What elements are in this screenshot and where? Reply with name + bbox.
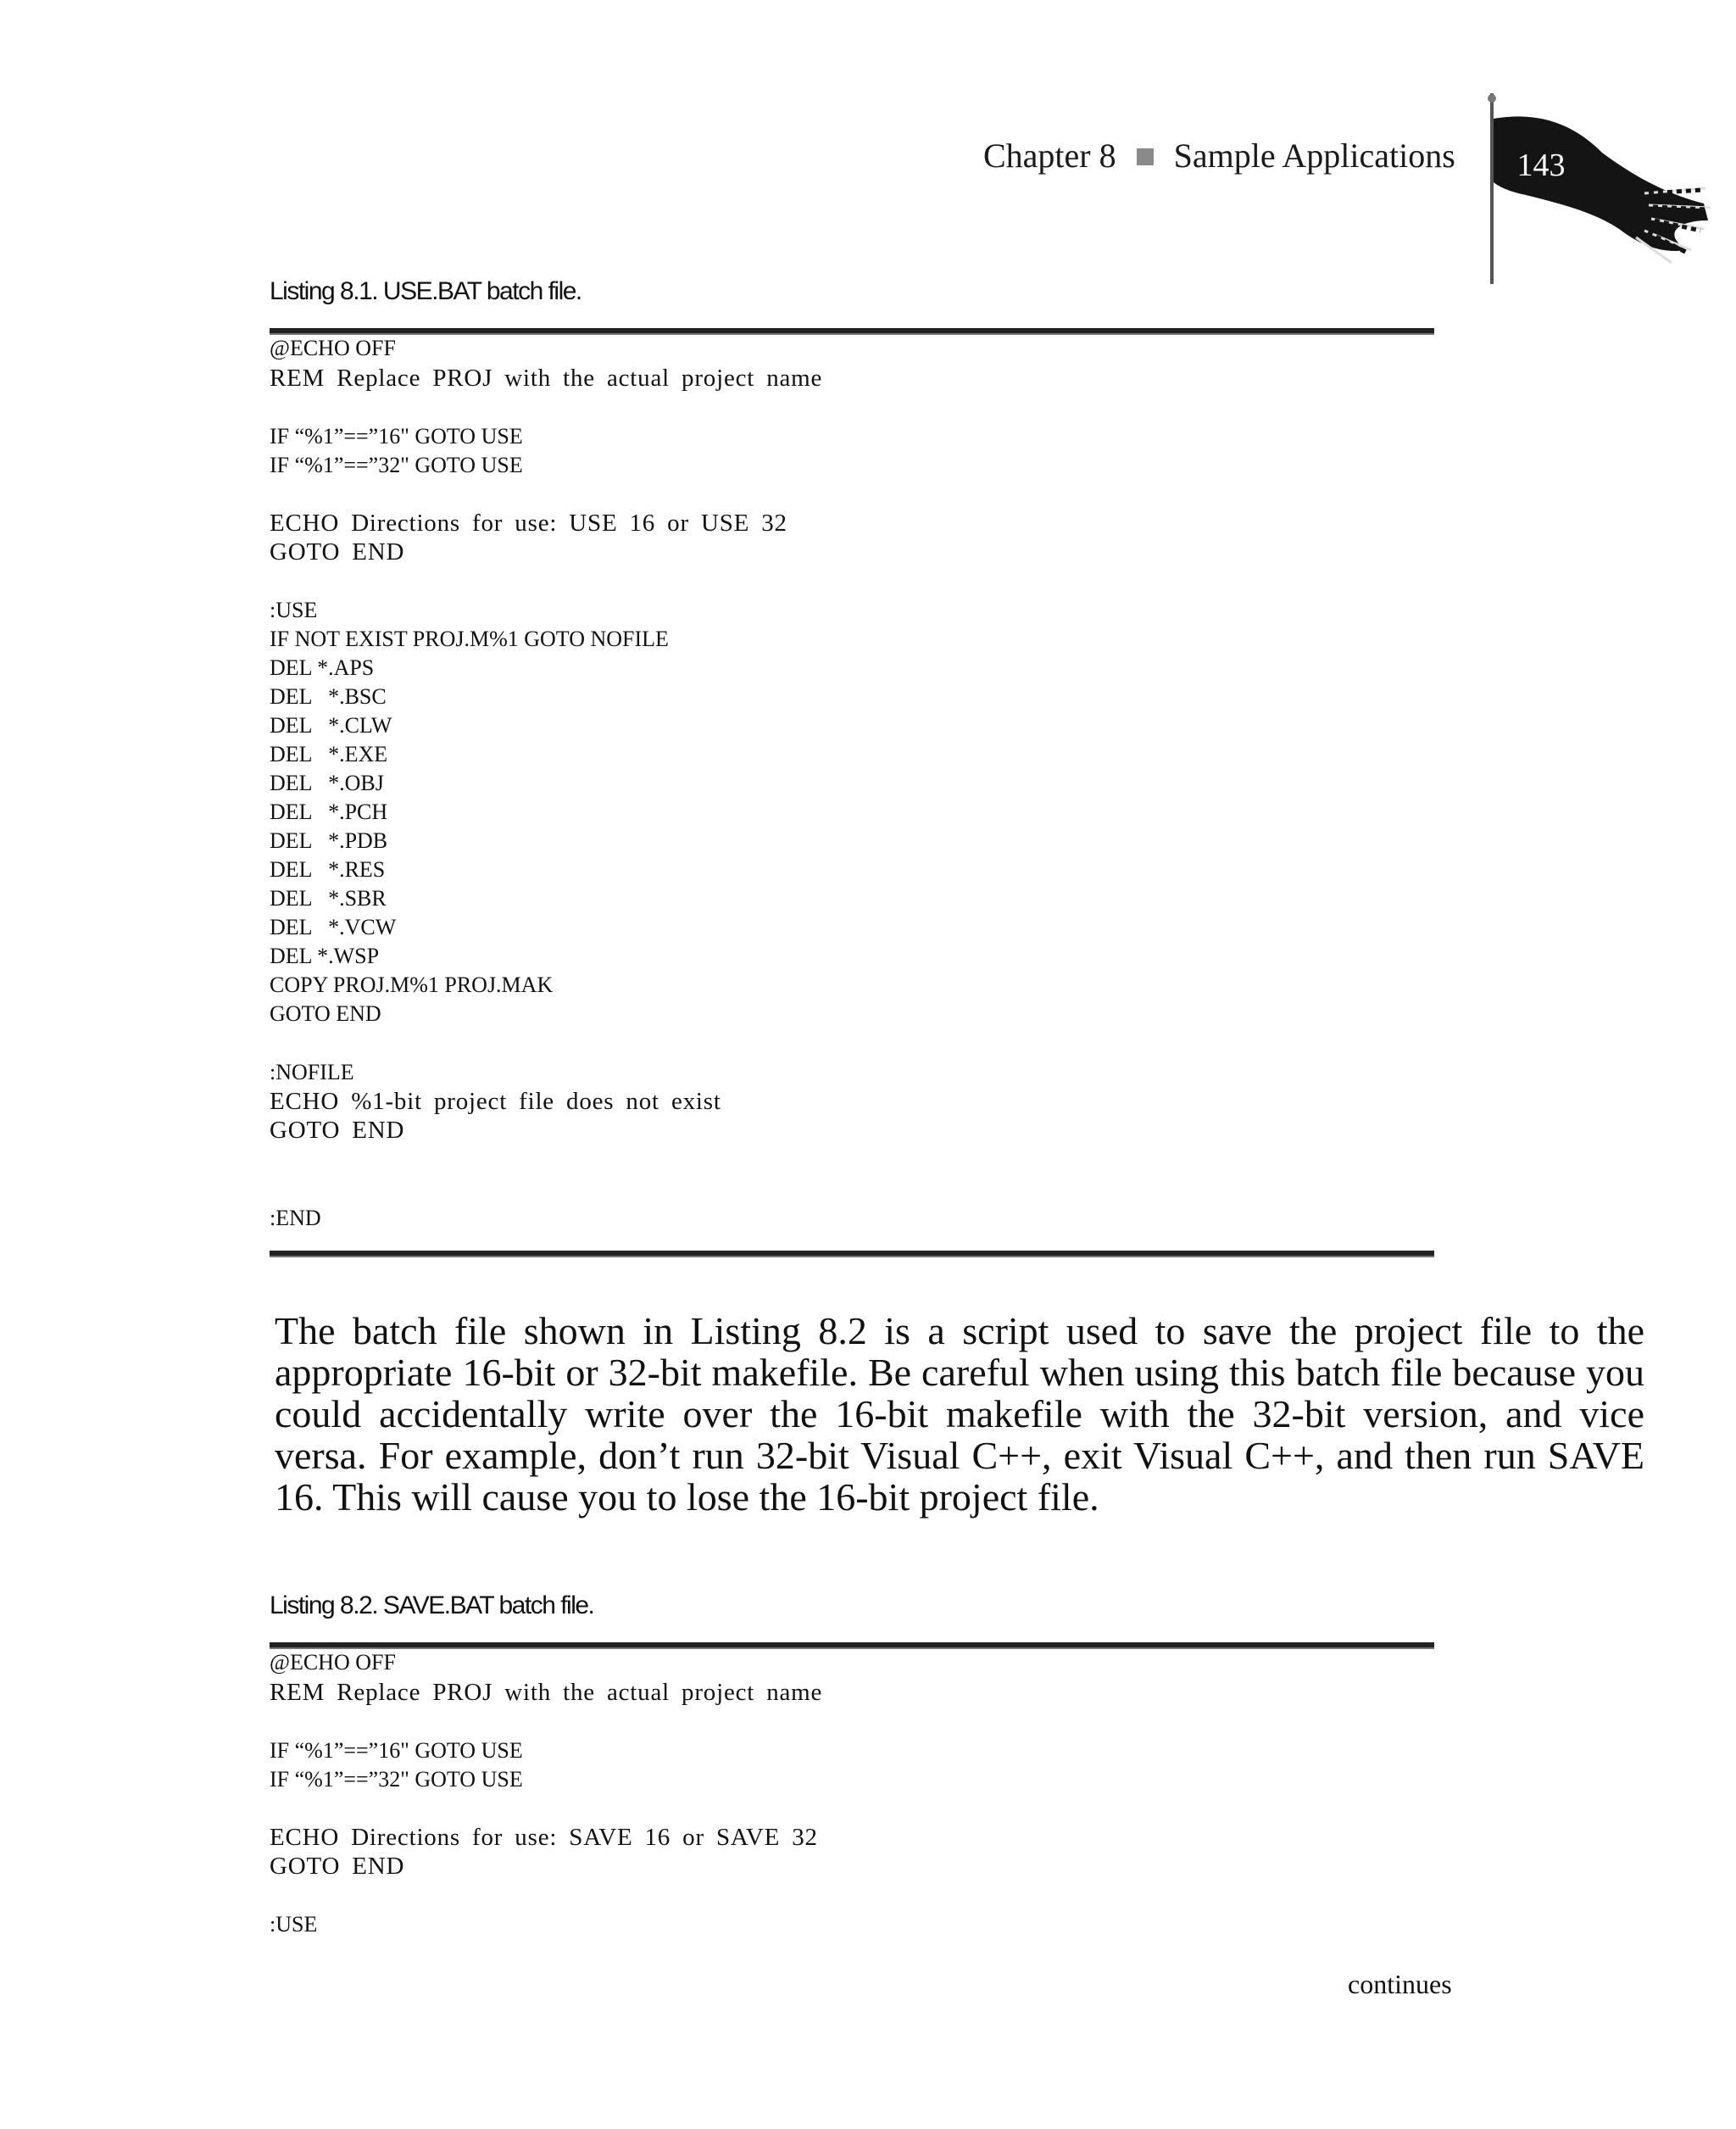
code-line: IF “%1”==”16" GOTO USE — [270, 424, 523, 449]
code-line: ECHO %1-bit project file does not exist — [270, 1088, 721, 1115]
listing-top-rule — [270, 1642, 1434, 1649]
square-bullet-icon — [1137, 148, 1154, 165]
code-line: IF “%1”==”32" GOTO USE — [270, 1767, 523, 1792]
code-line: COPY PROJ.M%1 PROJ.MAK — [270, 973, 554, 997]
chapter-label: Chapter 8 — [983, 137, 1116, 175]
code-line: IF “%1”==”32" GOTO USE — [270, 453, 523, 477]
listing-caption: Listing 8.1. USE.BAT batch file. — [270, 277, 581, 305]
code-line: DEL *.EXE — [270, 742, 388, 766]
code-line: :END — [270, 1206, 321, 1230]
code-line: IF “%1”==”16" GOTO USE — [270, 1738, 523, 1763]
code-line: DEL *.VCW — [270, 915, 397, 939]
code-line: DEL *.APS — [270, 655, 375, 680]
page-number: 143 — [1516, 148, 1566, 183]
code-line: DEL *.RES — [270, 857, 386, 882]
code-line: @ECHO OFF — [270, 1650, 396, 1675]
listing-top-rule — [270, 328, 1434, 335]
listing-caption: Listing 8.2. SAVE.BAT batch file. — [270, 1591, 594, 1619]
code-line: GOTO END — [270, 1853, 405, 1880]
code-line: ECHO Directions for use: SAVE 16 or SAVE 32 — [270, 1824, 818, 1851]
code-line: GOTO END — [270, 1117, 405, 1144]
continues-label: continues — [1348, 1969, 1452, 1999]
code-line: @ECHO OFF — [270, 336, 396, 360]
page-flag-icon — [1475, 93, 1721, 288]
code-line: DEL *.PCH — [270, 800, 388, 824]
code-line: DEL *.OBJ — [270, 771, 384, 795]
running-header — [983, 136, 1455, 176]
code-line: :USE — [270, 1912, 318, 1937]
code-line: :USE — [270, 598, 318, 622]
code-line: DEL *.BSC — [270, 684, 387, 709]
code-line: GOTO END — [270, 1001, 381, 1026]
code-line: ECHO Directions for use: USE 16 or USE 32 — [270, 510, 787, 537]
code-line: DEL *.PDB — [270, 828, 388, 853]
code-line: :NOFILE — [270, 1060, 354, 1084]
listing-bottom-rule — [270, 1251, 1434, 1257]
body-paragraph: The batch file shown in Listing 8.2 is a script used to save the project file to the appropriate 16-bit or 32-bit makefile. Be careful when using this batch file because you could accidentally write over the 16-bit makefile with the 32-bit version, and vice versa. For example, don’t run 32-bit Visual C++, exit Visual C++, and then run SAVE 16. This will cause you to lose the 16-bit project file. — [275, 1309, 1644, 1519]
code-line: REM Replace PROJ with the actual project name — [270, 365, 823, 392]
code-line: REM Replace PROJ with the actual project name — [270, 1679, 823, 1706]
code-line: DEL *.CLW — [270, 713, 392, 738]
code-line: GOTO END — [270, 538, 405, 566]
code-line: DEL *.SBR — [270, 886, 387, 911]
chapter-title: Sample Applications — [1173, 137, 1455, 175]
code-line: IF NOT EXIST PROJ.M%1 GOTO NOFILE — [270, 627, 669, 651]
code-line: DEL *.WSP — [270, 944, 380, 968]
